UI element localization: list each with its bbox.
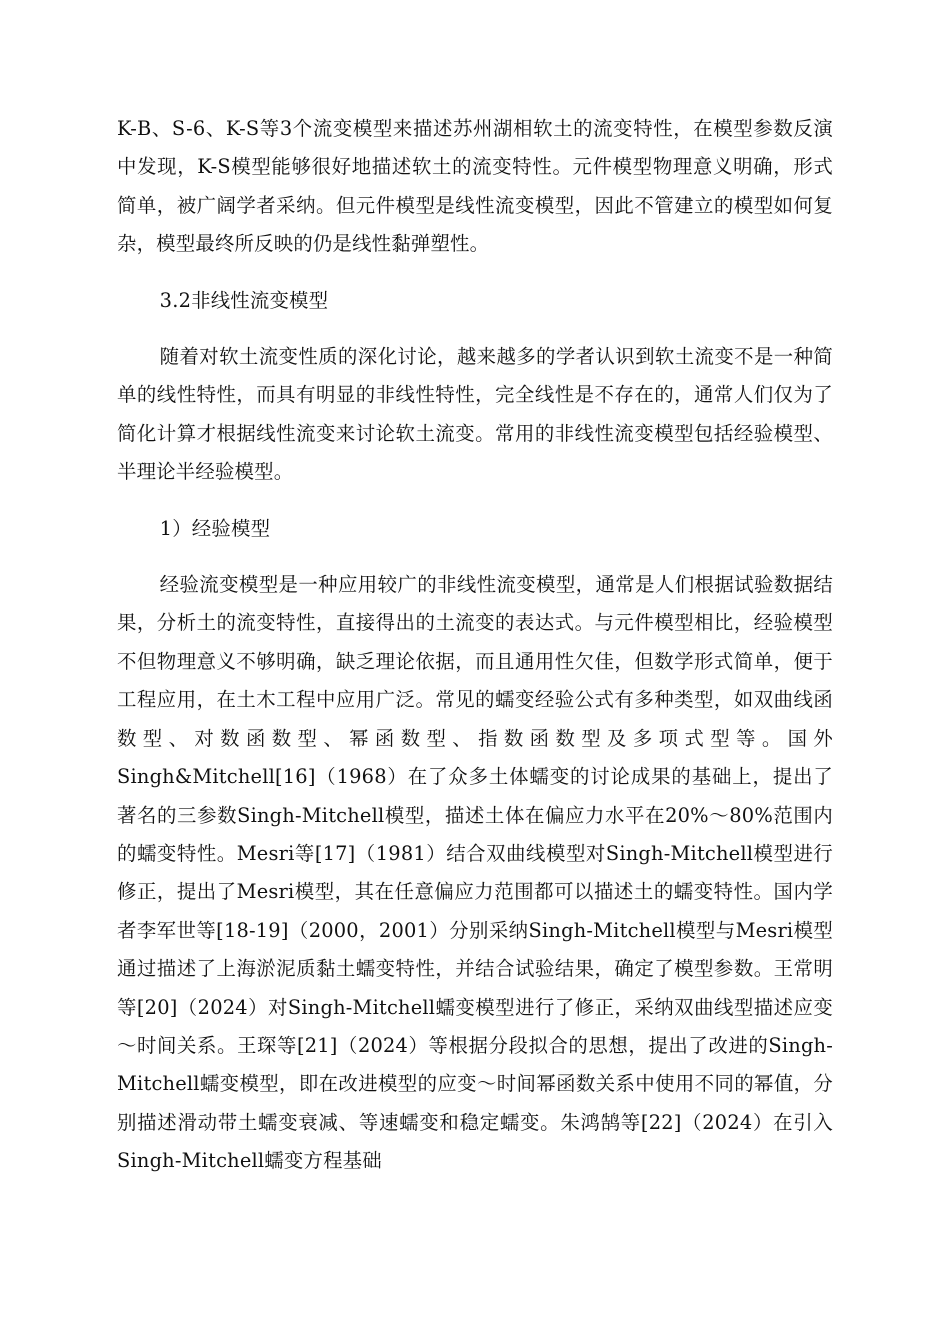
section-heading-nonlinear-rheology: 3.2非线性流变模型 <box>159 288 329 312</box>
subheading-empirical-model: 1）经验模型 <box>159 516 271 540</box>
document-body <box>117 110 833 1199</box>
paragraph-nonlinear-intro: 随着对软土流变性质的深化讨论，越来越多的学者认识到软土流变不是一种简单的线性特性，而具有明显的非线性特性，完全线性是不存在的，通常人们仅为了简化计算才根据线性流变来讨论软土流变。常用的非线性流变模型包括经验模型、半理论半经验模型。 <box>117 345 833 484</box>
paragraph-empirical-model: 经验流变模型是一种应用较广的非线性流变模型，通常是人们根据试验数据结果，分析土的流变特性，直接得出的土流变的表达式。与元件模型相比，经验模型不但物理意义不够明确，缺乏理论依据，而且通用性欠佳，但数学形式简单，便于工程应用，在土木工程中应用广泛。常见的蠕变经验公式有多种类型，如双曲线函数型、对数函数型、幂函数型、指数函数型及多项式型等。国外Singh&Mitchell[16]（1968）在了众多土体蠕变的讨论成果的基础上，提出了著名的三参数Singh-Mitchell模型，描述土体在偏应力水平在20%～80%范围内的蠕变特性。Mesri等[17]（1981）结合双曲线模型对Singh-Mitchell模型进行修正，提出了Mesri模型，其在任意偏应力范围都可以描述土的蠕变特性。国内学者李军世等[18-19]（2000，2001）分别采纳Singh-Mitchell模型与Mesri模型通过描述了上海淤泥质黏土蠕变特性，并结合试验结果，确定了模型参数。王常明等[20]（2024）对Singh-Mitchell蠕变模型进行了修正，采纳双曲线型描述应变～时间关系。王琛等[21]（2024）等根据分段拟合的思想，提出了改进的Singh-Mitchell蠕变模型，即在改进模型的应变～时间幂函数关系中使用不同的幂值，分别描述滑动带土蠕变衰减、等速蠕变和稳定蠕变。朱鸿鹄等[22]（2024）在引入Singh-Mitchell蠕变方程基础 <box>117 573 833 1173</box>
paragraph-continuation: K-B、S-6、K-S等3个流变模型来描述苏州湖相软土的流变特性，在模型参数反演中发现，K-S模型能够很好地描述软土的流变特性。元件模型物理意义明确，形式简单，被广阔学者采纳。但元件模型是线性流变模型，因此不管建立的模型如何复杂，模型最终所反映的仍是线性黏弹塑性。 <box>117 117 833 256</box>
